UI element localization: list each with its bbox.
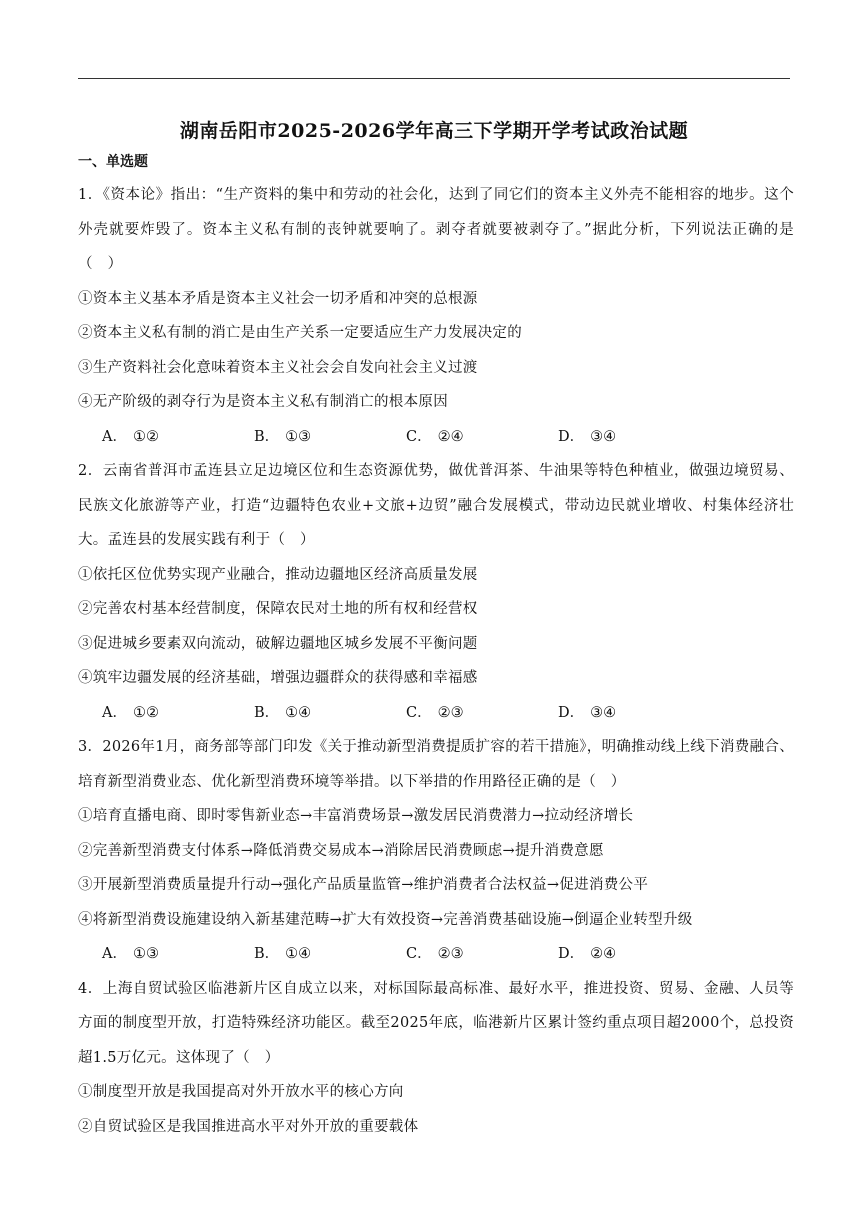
question-stem: 3．2026年1月，商务部等部门印发《关于推动新型消费提质扩容的若干措施》，明确推动线上线下消费融合、培育新型消费业态、优化新型消费环境等举措。以下举措的作用路径正确的是（ ）	[78, 739, 794, 790]
question-stem: 2．云南省普洱市孟连县立足边境区位和生态资源优势，做优普洱茶、牛油果等特色种植业，做强边境贸易、民族文化旅游等产业，打造“边疆特色农业+文旅+边贸”融合发展模式，带动边民就业增收、村集体经济壮大。孟连县的发展实践有利于（ ）	[78, 463, 794, 548]
question-4	[78, 972, 794, 1145]
question-3	[78, 730, 794, 972]
option-letter: D．	[558, 704, 585, 721]
question-1	[78, 178, 794, 454]
option-b[interactable]	[254, 696, 406, 731]
option-letter: B．	[254, 946, 280, 962]
option-letter: A．	[102, 946, 127, 962]
statement: ②自贸试验区是我国推进高水平对外开放的重要载体	[78, 1118, 419, 1135]
page-title: 湖南岳阳市2025-2026学年高三下学期开学考试政治试题	[179, 120, 689, 142]
option-a[interactable]	[102, 696, 254, 731]
answer-options	[78, 696, 794, 731]
statement: ②资本主义私有制的消亡是由生产关系一定要适应生产力发展决定的	[78, 325, 522, 341]
statement: ④将新型消费设施建设纳入新基建范畴→扩大有效投资→完善消费基础设施→倒逼企业转型升级	[78, 911, 693, 928]
statement: ④无产阶级的剥夺行为是资本主义私有制消亡的根本原因	[78, 394, 448, 410]
option-letter: C．	[406, 428, 432, 445]
option-text: ③④	[590, 428, 617, 445]
option-c[interactable]	[406, 696, 558, 731]
option-text: ②④	[590, 946, 617, 962]
header-rule	[78, 78, 790, 79]
option-letter: A．	[102, 704, 127, 721]
statement: ①依托区位优势实现产业融合，推动边疆地区经济高质量发展	[78, 566, 478, 583]
statement: ④筑牢边疆发展的经济基础，增强边疆群众的获得感和幸福感	[78, 670, 478, 686]
option-letter: C．	[406, 946, 432, 962]
option-letter: A．	[102, 428, 127, 445]
statement: ②完善新型消费支付体系→降低消费交易成本→消除居民消费顾虑→提升消费意愿	[78, 842, 604, 859]
question-stem: 4．上海自贸试验区临港新片区自成立以来，对标国际最高标准、最好水平，推进投资、贸易、金融、人员等方面的制度型开放，打造特殊经济功能区。截至2025年底，临港新片区累计签约重点项目超2000个，总投资超1.5万亿元。这体现了（ ）	[78, 980, 794, 1066]
option-text: ①④	[285, 704, 312, 721]
statement: ①制度型开放是我国提高对外开放水平的核心方向	[78, 1084, 404, 1100]
statement: ①培育直播电商、即时零售新业态→丰富消费场景→激发居民消费潜力→拉动经济增长	[78, 808, 634, 824]
option-text: ①②	[132, 428, 159, 445]
option-letter: D．	[558, 428, 585, 445]
statement: ①资本主义基本矛盾是资本主义社会一切矛盾和冲突的总根源	[78, 290, 478, 307]
option-letter: D．	[558, 946, 585, 962]
option-text: ②③	[437, 946, 464, 962]
option-b[interactable]	[254, 420, 406, 455]
answer-options	[78, 937, 794, 972]
option-text: ①③	[132, 946, 159, 962]
option-d[interactable]	[558, 696, 710, 731]
answer-options	[78, 420, 794, 455]
option-b[interactable]	[254, 937, 406, 972]
statement: ③生产资料社会化意味着资本主义社会会自发向社会主义过渡	[78, 359, 478, 376]
option-letter: C．	[406, 704, 432, 721]
option-text: ①②	[132, 704, 159, 721]
option-a[interactable]	[102, 937, 254, 972]
option-text: ①③	[285, 428, 312, 445]
statement: ③开展新型消费质量提升行动→强化产品质量监管→维护消费者合法权益→促进消费公平	[78, 877, 649, 893]
option-text: ③④	[590, 704, 617, 721]
statement: ③促进城乡要素双向流动，破解边疆地区城乡发展不平衡问题	[78, 635, 478, 652]
exam-content	[78, 152, 794, 1144]
option-c[interactable]	[406, 420, 558, 455]
option-d[interactable]	[558, 937, 710, 972]
question-2	[78, 454, 794, 730]
option-letter: B．	[254, 704, 280, 721]
section-title: 一、单选题	[78, 154, 148, 170]
option-c[interactable]	[406, 937, 558, 972]
option-text: ②④	[437, 428, 464, 445]
option-a[interactable]	[102, 420, 254, 455]
option-text: ①④	[285, 946, 312, 962]
option-letter: B．	[254, 428, 280, 445]
statement: ②完善农村基本经营制度，保障农民对土地的所有权和经营权	[78, 601, 478, 617]
question-stem: 1．《资本论》指出：“生产资料的集中和劳动的社会化，达到了同它们的资本主义外壳不能相容的地步。这个外壳就要炸毁了。资本主义私有制的丧钟就要响了。剥夺者就要被剥夺了。”据此分析，下列说法正确的是（ ）	[78, 187, 794, 272]
option-text: ②③	[437, 704, 464, 721]
option-d[interactable]	[558, 420, 710, 455]
